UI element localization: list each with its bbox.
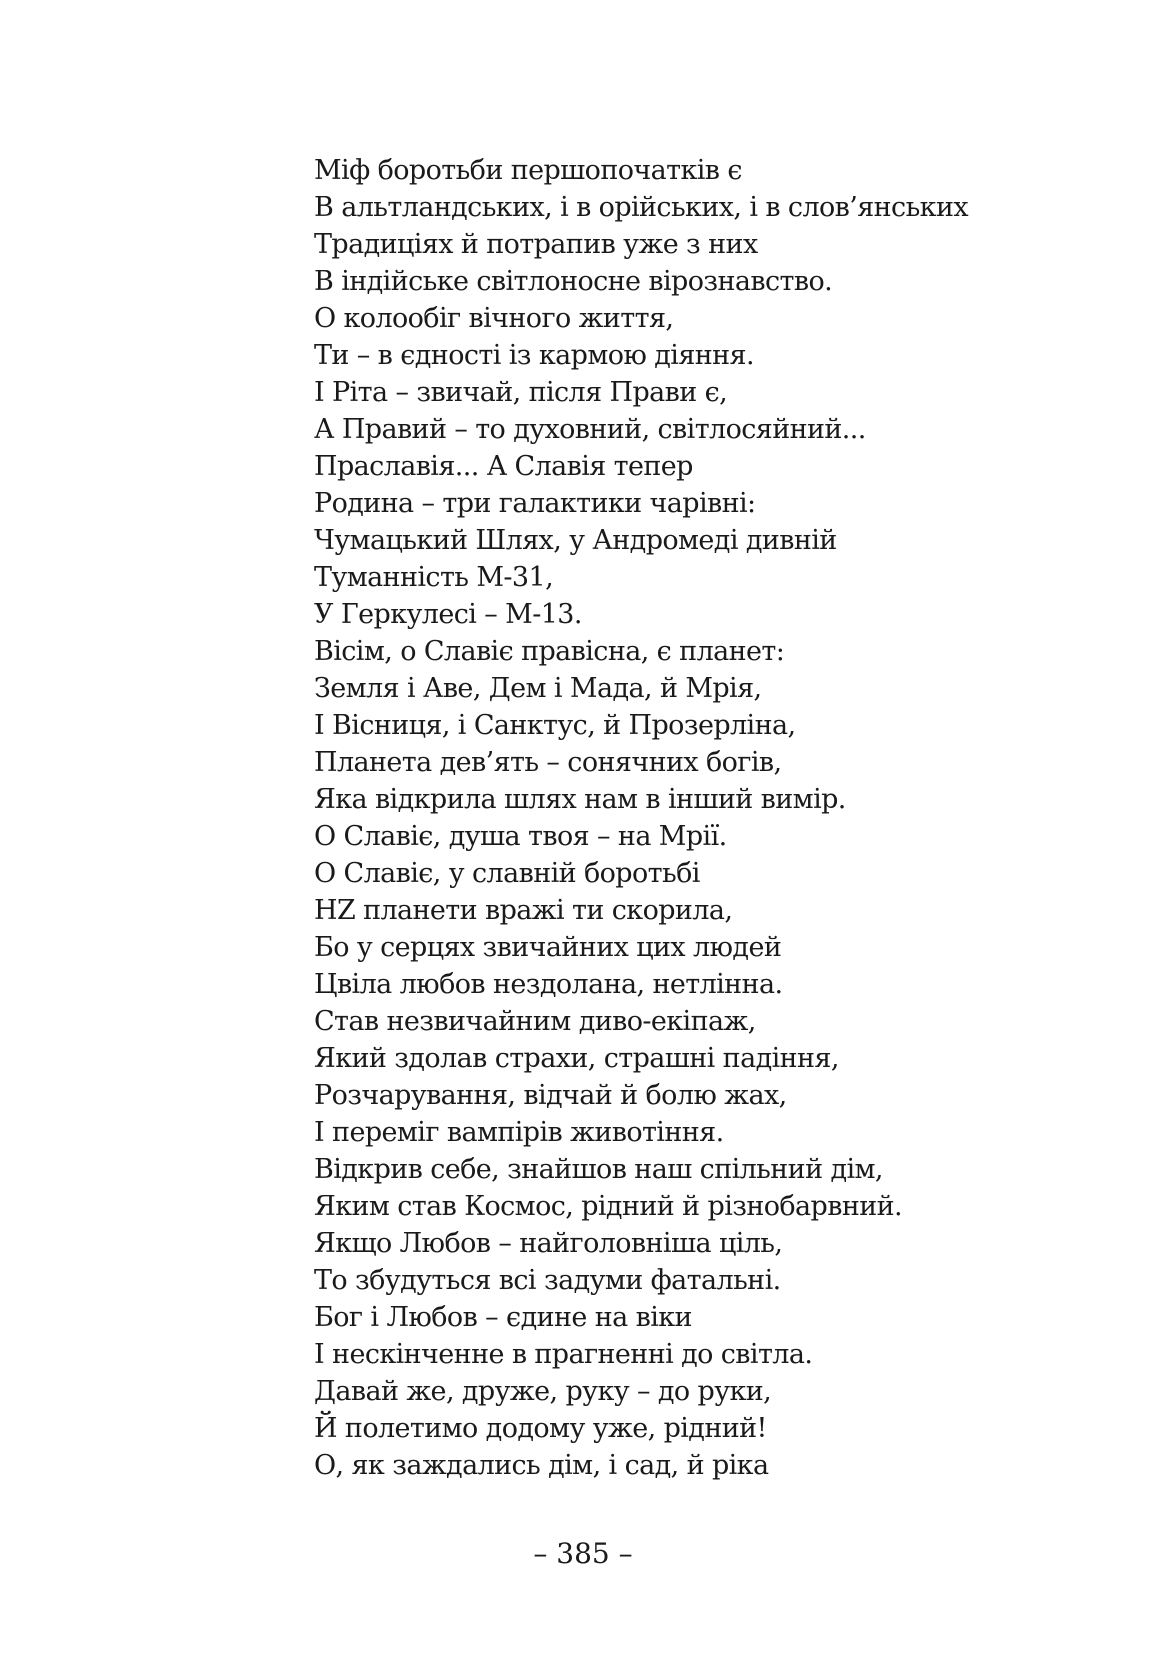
poem-line: А Правий – то духовний, світлосяйний...	[314, 414, 866, 445]
poem-line: О, як заждались дім, і сад, й ріка	[314, 1450, 769, 1481]
poem-line: Став незвичайним диво-екіпаж,	[314, 1006, 756, 1037]
poem-line: Чумацький Шлях, у Андромеді дивній	[314, 525, 837, 556]
poem-line: В альтландських, і в орійських, і в слов’янських	[314, 192, 968, 223]
poem-line: То збудуться всі задуми фатальні.	[314, 1265, 781, 1296]
poem-line: Туманність М-31,	[314, 562, 554, 593]
poem-line: Земля і Аве, Дем і Мада, й Мрія,	[314, 673, 762, 704]
poem-line: Давай же, друже, руку – до руки,	[314, 1376, 772, 1407]
poem-line: О колообіг вічного життя,	[314, 303, 674, 334]
poem-line: Родина – три галактики чарівні:	[314, 488, 756, 519]
poem-line: І Ріта – звичай, після Прави є,	[314, 377, 728, 408]
poem-line: Ти – в єдності із кармою діяння.	[314, 340, 754, 371]
poem-line: І переміг вампірів животіння.	[314, 1117, 724, 1148]
poem-line: Цвіла любов нездолана, нетлінна.	[314, 969, 783, 1000]
poem-line: О Славіє, у славній боротьбі	[314, 858, 700, 889]
poem-line: Який здолав страхи, страшні падіння,	[314, 1043, 839, 1074]
poem-line: У Геркулесі – М-13.	[314, 599, 582, 630]
poem-line: Розчарування, відчай й болю жах,	[314, 1080, 787, 1111]
poem-line: Яким став Космос, рідний й різнобарвний.	[314, 1191, 903, 1222]
poem-line: Якщо Любов – найголовніша ціль,	[314, 1228, 783, 1259]
poem-line: В індійське світлоносне вірознавство.	[314, 266, 833, 297]
poem-line: Вісім, о Славіє правісна, є планет:	[314, 636, 785, 667]
poem-line: І нескінченне в прагненні до світла.	[314, 1339, 813, 1370]
poem-line: Й полетимо додому уже, рідний!	[314, 1413, 767, 1444]
poem-text	[314, 152, 1074, 1484]
poem-line: І Вісниця, і Санктус, й Прозерліна,	[314, 710, 796, 741]
poem-line: HZ планети вражі ти скорила,	[314, 895, 733, 926]
poem-line: Відкрив себе, знайшов наш спільний дім,	[314, 1154, 883, 1185]
poem-line: Яка відкрила шлях нам в інший вимір.	[314, 784, 846, 815]
poem-line: Бо у серцях звичайних цих людей	[314, 932, 782, 963]
poem-line: Бог і Любов – єдине на віки	[314, 1302, 692, 1333]
poem-line: Праславія... А Славія тепер	[314, 451, 693, 482]
poem-line: Міф боротьби першопочатків є	[314, 155, 742, 186]
page-number: – 385 –	[533, 1537, 633, 1570]
poem-line: Планета дев’ять – сонячних богів,	[314, 747, 782, 778]
poem-line: Традиціях й потрапив уже з них	[314, 229, 758, 260]
poem-line: О Славіє, душа твоя – на Мрії.	[314, 821, 727, 852]
